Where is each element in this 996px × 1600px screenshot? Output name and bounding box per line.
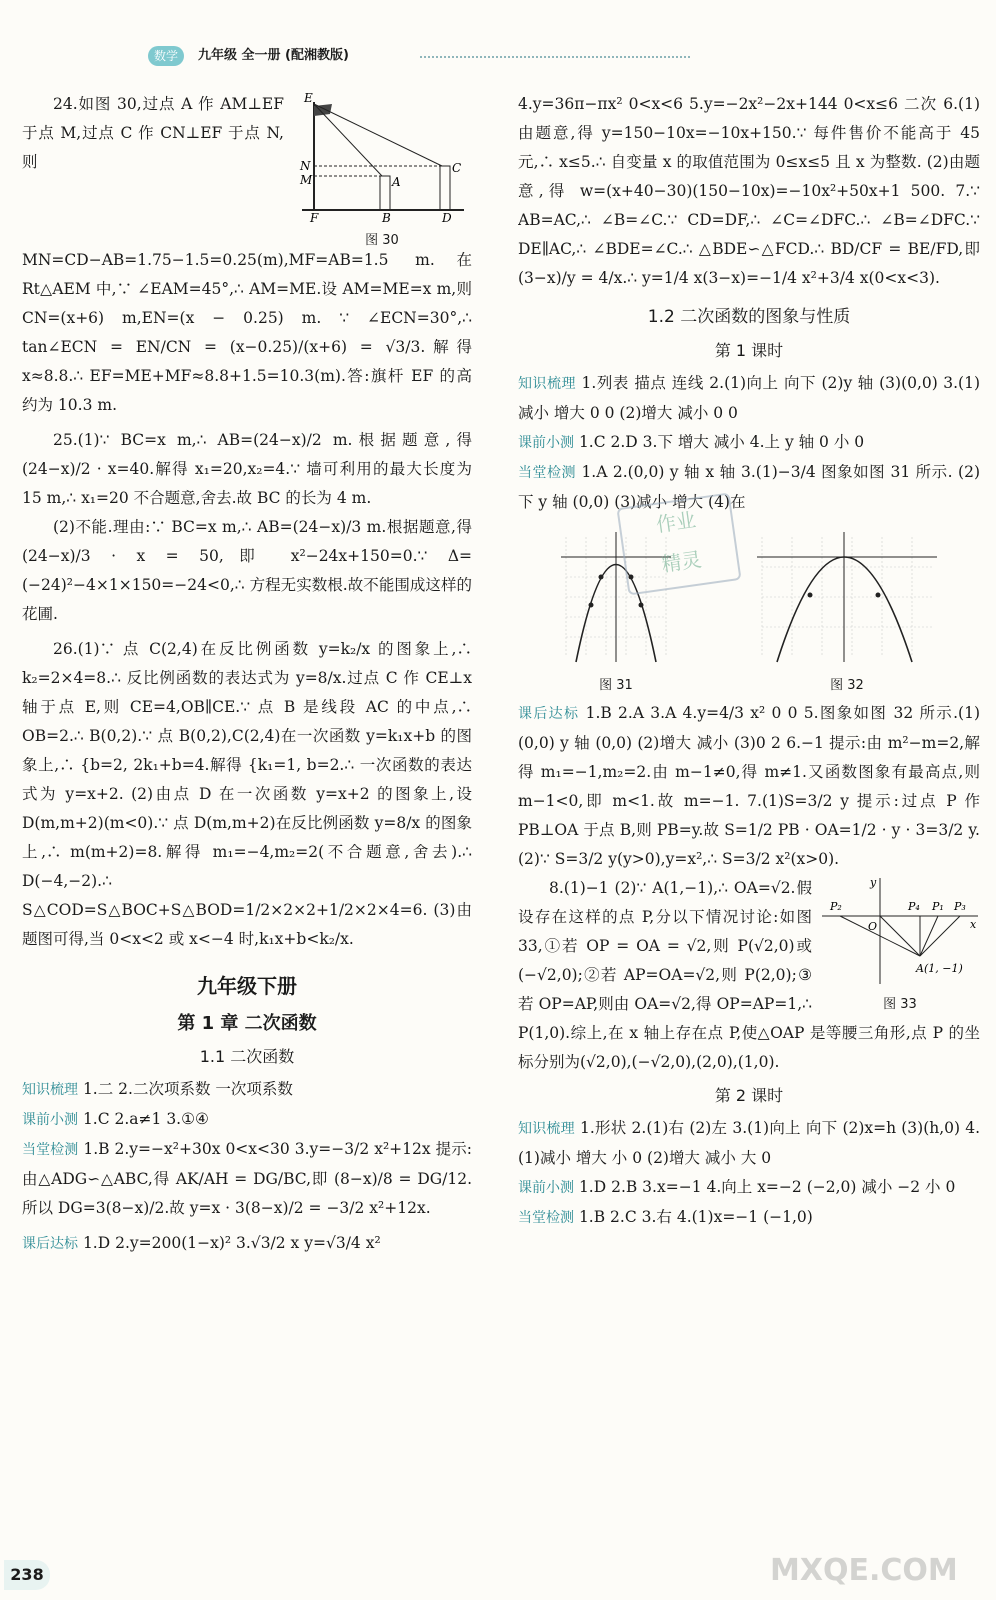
header-dots (420, 56, 690, 58)
label-C: C (452, 161, 462, 175)
label-P3: P₃ (954, 900, 966, 913)
lesson-1-title: 第 1 课时 (714, 341, 784, 360)
l2-knowledge-text: 1.形状 2.(1)右 (2)左 3.(1)向上 向下 (2)x=h (3)(h,0) 4.(1)减小 增大 小 0 (2)增大 减小 大 0 (518, 1119, 980, 1167)
label-knowledge: 知识梳理 (518, 1121, 575, 1137)
label-A: A(1, −1) (916, 962, 963, 975)
figure-33-diagram (820, 876, 980, 986)
figure-31-caption: 图 31 (599, 678, 633, 693)
figure-30 (292, 92, 472, 248)
subject-tag: 数学 (148, 46, 184, 66)
figure-33-caption: 图 33 (883, 997, 917, 1012)
page-header (20, 42, 720, 72)
l1-pretest (518, 428, 980, 458)
label-classcheck: 当堂检测 (22, 1142, 79, 1158)
stamp-line-1: 作业 (654, 507, 698, 537)
label-knowledge: 知识梳理 (22, 1082, 78, 1098)
book-title: 九年级 全一册 (配湘教版) (198, 48, 349, 63)
label-N: N (300, 159, 311, 173)
label-A: A (392, 175, 401, 189)
l1-after-text: 1.B 2.A 3.A 4.y=4/3 x² 0 0 5.图象如图 32 所示.(1)(0,0) y 轴 (0,0) (2)增大 减小 (3)0 2 6.−1 提示:由 m²−m=2,解得 m₁=−1,m₂=2.由 m−1≠0,得 m≠1.又函数图象有最高点,则 m−1<0,即 m<1.故 m=−1. 7.(1)S=3/2 y 提示:过点 P 作 PB⊥OA 于点 B,则 PB=y.故 S=1/2 PB · OA=1/2 · y · 3=3/2 y. (2)∵ S=3/2 y(y>0),y=x²,∴ S=3/2 x²(x>0). (518, 704, 980, 868)
label-pretest: 课前小测 (22, 1112, 78, 1128)
label-y: y (870, 876, 877, 889)
stamp-line-2: 精灵 (660, 547, 703, 577)
figure-32 (752, 527, 942, 695)
watermark-text: MXQE.COM (770, 1553, 958, 1588)
homework-stamp (616, 492, 741, 595)
label-E: E (304, 92, 313, 105)
figure-32-caption: 图 32 (830, 678, 864, 693)
answer-26: 26.(1)∵ 点 C(2,4)在反比例函数 y=k₂/x 的图象上,∴ k₂=2×4=8.∴ 反比例函数的表达式为 y=8/x.过点 C 作 CE⊥x 轴于点 E,则 CE=4,OB∥CE.∵ 点 B 是线段 AC 的中点,∴ OB=2.∴ B(0,2).∵ 点 B(0,2),C(2,4)在一次函数 y=k₁x+b 的图象上,∴ {b=2, 2k₁+b=4.解得 {k₁=1, b=2.∴ 一次函数的表达式为 y=x+2. (2)由点 D 在一次函数 y=x+2 的图象上,设 D(m,m+2)(m<0).∵ 点 D(m,m+2)在反比例函数 y=8/x 的图象上,∴ m(m+2)=8.解得 m₁=−4,m₂=2(不合题意,舍去).∴ D(−4,−2).∴ S△COD=S△BOC+S△BOD=1/2×2×2+1/2×2×4=6. (3)由题图可得,当 0<x<2 或 x<−4 时,k₁x+b<k₂/x. (22, 640, 472, 948)
l1-pretest-text: 1.C 2.D 3.下 增大 减小 4.上 y 轴 0 小 0 (578, 433, 865, 451)
answer-24: 24.如图 30,过点 A 作 AM⊥EF 于点 M,过点 C 作 CN⊥EF 于点 N,则 MN=CD−AB=1.75−1.5=0.25(m),MF=AB=1.5 m.在 Rt△AEM 中,∵ ∠EAM=45°,∴ AM=ME.设 AM=ME=x m,则 CN=(x+6) m,EN=(x − 0.25) m. ∵ ∠ECN=30°,∴ tan∠ECN = EN/CN = (x−0.25)/(x+6) = √3/3.解得 x≈8.8.∴ EF=ME+MF≈8.8+1.5=10.3(m).答:旗杆 EF 的高约为 10.3 m. (22, 95, 472, 414)
figure-32-graph (752, 527, 942, 667)
l2-pretest (518, 1173, 980, 1203)
s11-knowledge-text: 1.二 2.二次项系数 一次项系数 (82, 1080, 293, 1098)
label-classcheck: 当堂检测 (518, 1210, 574, 1226)
label-B: B (382, 211, 391, 222)
l1-classcheck (518, 458, 980, 517)
label-P2: P₂ (830, 900, 842, 913)
label-after: 课后达标 (22, 1236, 78, 1252)
label-x: x (970, 918, 977, 931)
page-number: 238 (4, 1560, 50, 1590)
label-P1: P₁ (932, 900, 944, 913)
label-pretest: 课前小测 (518, 1180, 574, 1196)
lesson-2-title: 第 2 课时 (714, 1086, 784, 1105)
s11-pretest (22, 1105, 472, 1135)
right-column (518, 90, 980, 1520)
chapter-title: 第 1 章 二次函数 (177, 1013, 317, 1034)
left-column (22, 90, 472, 1510)
s11-after-text: 1.D 2.y=200(1−x)² 3.√3/2 x y=√3/4 x² (82, 1234, 381, 1252)
s11-pretest-text: 1.C 2.a≠1 3.①④ (82, 1110, 209, 1128)
l1-knowledge-text: 1.列表 描点 连线 2.(1)向上 向下 (2)y 轴 (3)(0,0) 3.(1)减小 增大 0 0 (2)增大 减小 0 0 (518, 374, 980, 422)
figure-30-caption: 图 30 (365, 233, 399, 248)
section-1-2-title: 1.2 二次函数的图象与性质 (647, 307, 851, 327)
s11-classcheck-text: 1.B 2.y=−x²+30x 0<x<30 3.y=−3/2 x²+12x 提示:由△ADG∽△ABC,得 AK/AH = DG/BC,即 (8−x)/8 = DG/12.所以 DG=3(8−x)/2.故 y=x · 3(8−x)/2 = −3/2 x²+12x. (22, 1140, 472, 1217)
label-F: F (310, 211, 319, 222)
l2-classcheck-text: 1.B 2.C 3.右 4.(1)x=−1 (−1,0) (578, 1208, 813, 1226)
figure-30-diagram (292, 92, 472, 222)
label-M: M (300, 173, 313, 187)
l2-knowledge (518, 1114, 980, 1173)
l1-knowledge (518, 369, 980, 428)
answers-4-7: 4.y=36π−πx² 0<x<6 5.y=−2x²−2x+144 0<x≤6 二次 6.(1)由题意,得 y=150−10x=−10x+150.∵ 每件售价不能高于 45 元,∴ x≤5.∴ 自变量 x 的取值范围为 0≤x≤5 且 x 为整数. (2)由题意,得 w=(x+40−30)(150−10x)=−10x²+50x+1 500. 7.∵ AB=AC,∴ ∠B=∠C.∵ CD=DF,∴ ∠C=∠DFC.∴ ∠B=∠DFC.∵ DE∥AC,∴ ∠BDE=∠C.∴ △BDE∽△FCD.∴ BD/CF = BE/FD,即 (3−x)/y = 4/x.∴ y=1/4 x(3−x)=−1/4 x²+3/4 x(0<x<3). (518, 95, 980, 287)
s11-knowledge (22, 1075, 472, 1105)
l1-classcheck-text: 1.A 2.(0,0) y 轴 x 轴 3.(1)−3/4 图象如图 31 所示. (2)下 y 轴 (0,0) (3)减小 增大 (4)在 (518, 463, 980, 511)
section-1-1-title: 1.1 二次函数 (199, 1047, 295, 1066)
l2-pretest-text: 1.D 2.B 3.x=−1 4.向上 x=−2 (−2,0) 减小 −2 小 0 (578, 1178, 956, 1196)
figures-31-32 (518, 527, 980, 695)
l2-classcheck (518, 1203, 980, 1233)
label-D: D (442, 211, 452, 222)
site-watermark (760, 1530, 990, 1594)
answer-8: 8.(1)−1 (2)∵ A(1,−1),∴ OA=√2.假设存在这样的点 P,分以下情况讨论:如图 33,①若 OP = OA = √2,则 P(√2,0)或(−√2,0);②若 AP=OA=√2,则 P(2,0);③若 OP=AP,则由 OA=√2,得 OP=AP=1,∴ P(1,0).综上,在 x 轴上存在点 P,使△OAP 是等腰三角形,点 P 的坐标分别为(√2,0),(−√2,0),(2,0),(1,0). (518, 879, 980, 1071)
s11-classcheck (22, 1135, 472, 1223)
label-pretest: 课前小测 (518, 435, 574, 451)
label-classcheck: 当堂检测 (518, 465, 576, 481)
l1-after (518, 699, 980, 874)
answer-25-1: 25.(1)∵ BC=x m,∴ AB=(24−x)/2 m.根据题意,得 (24−x)/2 · x=40.解得 x₁=20,x₂=4.∵ 墙可利用的最大长度为 15 m,∴ x₁=20 不合题意,舍去.故 BC 的长为 4 m. (22, 431, 472, 507)
answer-25-2: (2)不能.理由:∵ BC=x m,∴ AB=(24−x)/3 m.根据题意,得 (24−x)/3 · x = 50,即 x²−24x+150=0.∵ Δ=(−24)²−4×1×150=−24<0,∴ 方程无实数根.故不能围成这样的花圃. (22, 518, 472, 623)
s11-after (22, 1229, 472, 1259)
label-O: O (868, 920, 878, 933)
label-knowledge: 知识梳理 (518, 376, 577, 392)
label-after: 课后达标 (518, 706, 580, 722)
figure-33 (820, 876, 980, 1012)
volume-title: 九年级下册 (197, 974, 297, 998)
label-P4: P₄ (908, 900, 920, 913)
